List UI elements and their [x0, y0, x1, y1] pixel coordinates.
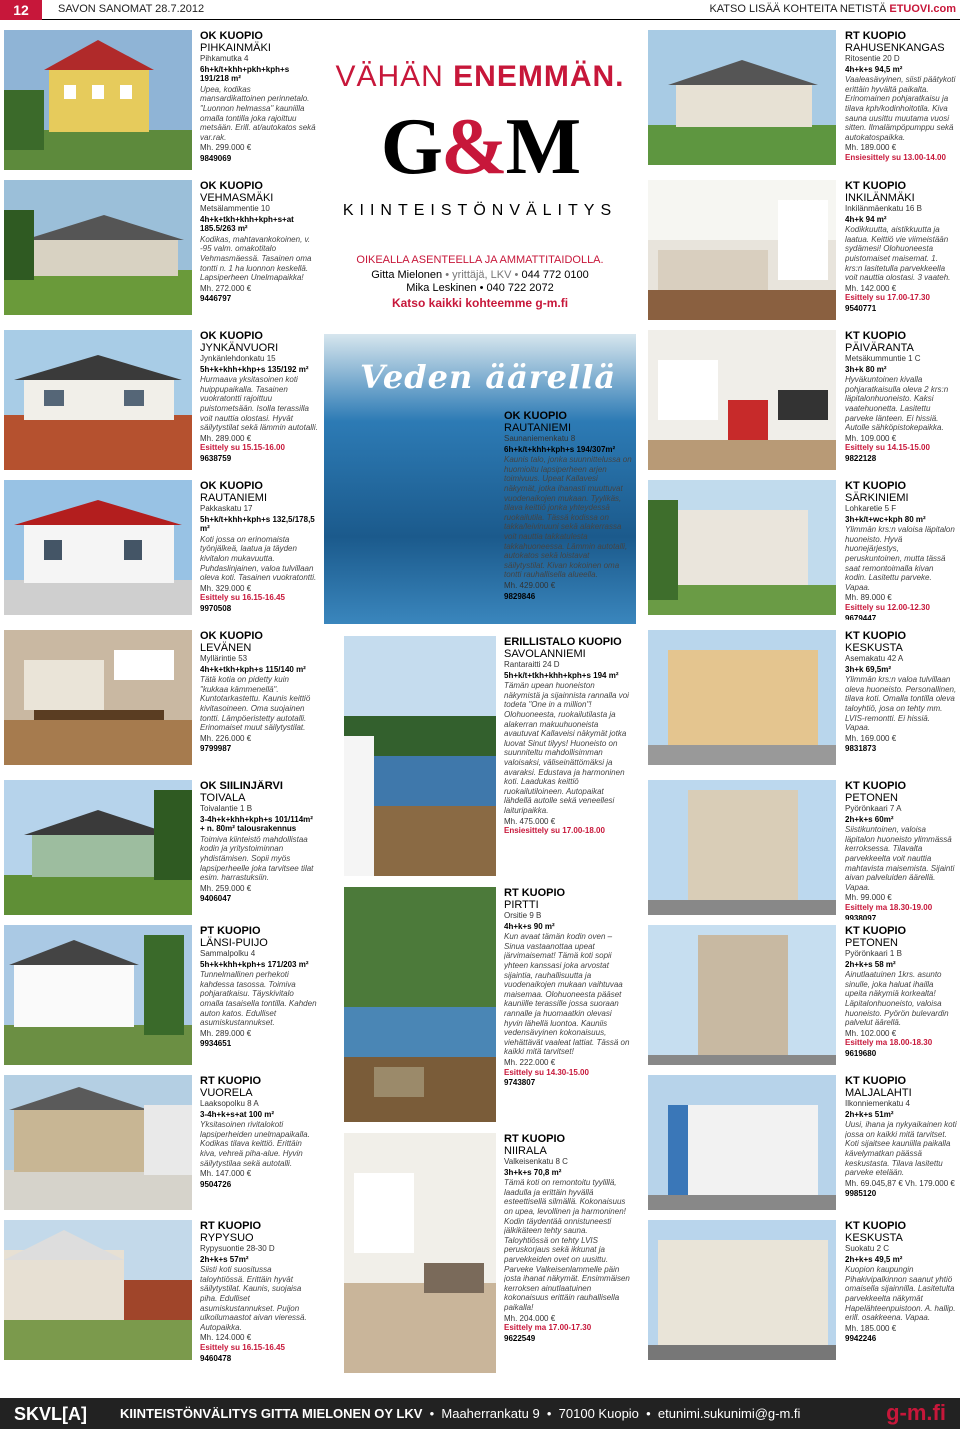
listing-description: Koti jossa on erinomaista työnjälkeä, laatua ja täyden kivitalon mukavuutta. Puhdaslinjainen, valoa tulvillaan oleva koti. Tasainen vuokratontti.: [200, 534, 317, 583]
listing-description: Kodikas, mahtavankokoinen, v. -95 valm. omakotitalo Vehmasmäessä. Tasainen oma tontti n. 1 ha luonnon keskellä. Lapsiperheen Unelmapaikka!: [200, 234, 312, 283]
listing-street: Valkeisenkatu 8 C: [504, 1157, 568, 1166]
photo-savolanniemi: [344, 636, 496, 876]
listing[interactable]: [200, 180, 318, 315]
listing-price: Mh. 142.000 €: [845, 283, 897, 293]
listing-street: Pakkaskatu 17: [200, 504, 253, 513]
listing-code: 9985120: [845, 1189, 877, 1199]
listing-description: Uusi, ihana ja nykyaikainen koti jossa on kaikki mitä tarvitset. Koti sijaitsee kauniilla paikalla kävelymatkan päässä keskustasta. Tilava lasitettu parveke etelään.: [845, 1120, 957, 1178]
listing[interactable]: [200, 30, 318, 170]
listing-area: LEVÄNEN: [200, 642, 252, 654]
listing-street: Pyörönkaari 1 B: [845, 949, 902, 958]
listing-description: Yksitasoinen rivitalokoti lapsiperheiden unelmapaikalla. Kodikas tilava keittiö. Erittäin kiva, vehreä piha-alue. Hyvin säilytystilaa sekä autotalli.: [200, 1120, 310, 1168]
header-right-text: KATSO LISÄÄ KOHTEITA NETISTÄ: [709, 3, 887, 15]
listing-description: Kun avaat tämän kodin oven – Sinua vastaanottaa upeat järvimaisemat! Tämä koti sopii yhteen kanssasi joka arvostat sijaintia, rauhallisuutta ja vuodenaikojen mukaan vaihtuvaa maisemaa. Olohuoneesta pääset kauniille terassille jossa suoraan rannalle ja huomaatkin olevasi hyvin lähellä luontoa. Kauniis vedensävyinen kokonaisuus, viehättävät vaaleat lattiat. Tässä on kaikki mitä tarvitset!: [504, 932, 630, 1057]
listing-code: 9849069: [200, 153, 232, 163]
listing-location: KT KUOPIO: [845, 630, 907, 642]
listing[interactable]: [200, 925, 318, 1065]
listing-area: TOIVALA: [200, 792, 246, 804]
listing-area: RAHUSENKANGAS: [845, 42, 945, 54]
photo-paivaranta: [648, 330, 836, 470]
listing-rooms: 3h+k+s 70,8 m²: [504, 1167, 562, 1177]
ad-slogan: VÄHÄN ENEMMÄN.: [335, 60, 625, 93]
listing-street: Myllärintie 53: [200, 654, 248, 663]
listing[interactable]: [504, 410, 632, 628]
listing-description: Tämän upean huoneiston näkymistä ja sijainnista rannalla voi todeta "One in a million"! Olohuoneesta, ruokailutilasta ja alakerran makuuhuoneista avautuvat Kallaveisi näkymät jotka luovat Sinut tilyys! Huoneisto on suunniteltu mahdollisimman valoisaksi, väliseinättömäksi ja avaraksi. Edustava ja harmoninen koti. Laadukas keittiö ruokailutiloineen. Autopaikat lähdellä autolle sekä veneellesi laituripaikka.: [504, 681, 629, 815]
gm-footer-logo[interactable]: g-m.fi: [886, 1400, 946, 1425]
listing-code: 9934651: [200, 1039, 232, 1049]
listing-description: Vaaleasävyinen, siisti päätykoti erittäin hyvältä paikalta. Erinomainen pohjaratkaisu ja tilava kph/kodinhoitotila. Kiva sauna uusittu muutama vuosi sitten. Ilmalämpöpumppu sekä autokatospaikka.: [845, 75, 956, 142]
listing-location: OK KUOPIO: [200, 180, 263, 192]
listing-code: 9406047: [200, 894, 232, 904]
listing-area: NIIRALA: [504, 1145, 547, 1157]
listing-location: KT KUOPIO: [845, 925, 907, 937]
listing-rooms: 6h+k/t+khh+pkh+kph+s 191/218 m²: [200, 64, 290, 84]
listing-price: Mh. 475.000 €: [504, 816, 556, 826]
listing-showing: Esittely su 16.15-16.45: [200, 593, 285, 603]
listing-street: Laaksopolku 8 A: [200, 1099, 259, 1108]
listing-rooms: 3h+k 80 m²: [845, 364, 887, 374]
listing-description: Ainutlaatuinen 1krs. asunto sinulle, joka haluat ihailla upeita näkymiä korkealta! Läpitalonhuoneisto, valoisa huoneisto. Pyörön bulevardin palvelut äärellä.: [845, 970, 949, 1028]
photo-pihkainmaki: [4, 30, 192, 170]
listing-code: 9831873: [845, 744, 877, 754]
listing-rooms: 5h+k/t+khh+kph+s 132,5/178,5 m²: [200, 514, 315, 534]
listing-price: Mh. 124.000 €: [200, 1333, 252, 1343]
listing-rooms: 3h+k 69,5m²: [845, 664, 892, 674]
listing-price: Mh. 109.000 €: [845, 433, 897, 443]
photo-rautaniemi: [4, 480, 192, 615]
ad-cta-link[interactable]: Katso kaikki kohteemme g-m.fi: [391, 296, 569, 310]
listing-code: 9799987: [200, 744, 232, 754]
listing-showing: Esittely su 17.00-17.30: [845, 293, 930, 303]
listing-description: Kaunis talo, jonka suunnittelussa on huomioitu lapsiperheen arjen toimivuus. Upeat Kallavesi näkymät, jotka ihanasti muuttuvat vuodenaikojen mukaan. Tyylikäs, tilava keittiö jonka yhteydessä ruokailutila. Tässä kodissa on takka/leivinuuni sekä alakerrassa voit nauttia takkatulesta takkahuoneessa. Lämmin autotalli, autokatos sekä loistavat säilytystilat. Kivan kokoinen oma tontti rauhallisella alueella.: [504, 455, 632, 580]
listing-location: OK KUOPIO: [200, 330, 263, 342]
listing-showing: Esittely ma 17.00-17.30: [504, 1323, 592, 1333]
etuovi-link[interactable]: ETUOVI.com: [889, 3, 956, 15]
listing-showing: Esittely su 16.15-16.45: [200, 1342, 285, 1352]
listing-area: INKILÄNMÄKI: [845, 192, 915, 204]
listing-price: Mh. 189.000 €: [845, 143, 897, 153]
listing-showing: Esittely ma 18.30-19.00: [845, 902, 933, 912]
photo-toivala: [4, 780, 192, 915]
skvl-logo: SKVL[A]: [14, 1404, 87, 1424]
listing[interactable]: [845, 925, 957, 1065]
listing-description: Kodikkuutta, aistikkuutta ja laatua. Keittiö vie viimeistään sydämesi! Olohuoneesta puistomaiset maisemat. 1. krs:n lasitetulla parvekkeella voit nauttia olostasi. 3 vaateh.: [845, 225, 951, 283]
listing-location: OK KUOPIO: [200, 630, 263, 642]
listing-area: PETONEN: [845, 792, 898, 804]
listing-code: 9970508: [200, 603, 232, 613]
listing-code: 9622549: [504, 1333, 536, 1343]
listing-rooms: 3-4h+k+khh+kph+s 101/114m² + n. 80m² talousrakennus: [200, 814, 313, 834]
listing-rooms: 4h+k+tkh+khh+kph+s+at 185.5/263 m²: [200, 214, 294, 234]
listing-code: 9743807: [504, 1078, 536, 1088]
listing-area: RYPYSUO: [200, 1232, 254, 1244]
photo-lansi-puijo: [4, 925, 192, 1065]
listing-street: Metsäkummuntie 1 C: [845, 354, 921, 363]
listing-code: 9938097: [845, 913, 877, 920]
listing-description: Siisti koti suositussa taloyhtiössä. Erittäin hyvät säilytystilat. Kaunis, suojaisa piha. Edulliset asumiskustannukset. Puijon ulkoilumaastot aivan vieressä. Autopaikka.: [200, 1265, 307, 1332]
listing-price: Mh. 259.000 €: [200, 883, 252, 893]
listing[interactable]: [845, 1220, 957, 1365]
photo-vuorela: [4, 1075, 192, 1210]
listing-price: Mh. 204.000 €: [504, 1313, 556, 1323]
listing-location: KT KUOPIO: [845, 1075, 907, 1087]
listing-rooms: 2h+k+s 60m²: [845, 814, 894, 824]
listing-price: Mh. 226.000 €: [200, 733, 252, 743]
listing-price: Mh. 289.000 €: [200, 1028, 252, 1038]
listing-street: Jynkänlehdonkatu 15: [200, 354, 276, 363]
photo-keskusta-suokatu: [648, 1220, 836, 1360]
page-number: 12: [0, 0, 42, 20]
photo-vehmasmaki: [4, 180, 192, 315]
listing-street: Suokatu 2 C: [845, 1244, 890, 1253]
listing-street: Pihkamutka 4: [200, 54, 249, 63]
listing-price: Mh. 69.045,87 € Vh. 179.000 €: [845, 1178, 955, 1188]
listing-area: SAVOLANNIEMI: [504, 648, 586, 660]
listing-code: 9619680: [845, 1048, 877, 1058]
listing-location: RT KUOPIO: [200, 1075, 262, 1087]
listing-description: Tunnelmallinen perhekoti kahdessa tasossa. Toimiva pohjaratkaisu. Täyskivitalo omalla tasaisella tontilla. Kahden auton katos. Edulliset asumiskustannukset.: [200, 970, 317, 1028]
listing-street: Metsälammentie 10: [200, 204, 270, 213]
listing-description: Siistikuntoinen, valoisa läpitalon huoneisto ylimmässä kerroksessa. Tilavalta parvekkeelta voit nauttia mahtavista maisemista. Sijainti aivan palveluiden äärellä. Vapaa.: [845, 825, 955, 892]
page-header: [0, 0, 960, 20]
listing-location: KT KUOPIO: [845, 480, 907, 492]
listing-description: Kuopion kaupungin Pihakivipalkinnon saanut yhtiö omaisella sijainnilla. Lasitetulta parvekkeelta näkymät Hapelähteenpuistoon. A. hallip. erill. osakkeena. Vapaa.: [845, 1265, 956, 1323]
listing[interactable]: [200, 1075, 318, 1215]
listing-showing: Ensiesittely su 17.00-18.00: [504, 826, 605, 836]
listing-code: 9460478: [200, 1353, 232, 1363]
listing-rooms: 6h+k/t+khh+kph+s 194/307m²: [504, 444, 616, 454]
listing-area: KESKUSTA: [845, 642, 903, 654]
listing-code: 9942246: [845, 1334, 877, 1344]
listing-code: 9504726: [200, 1179, 232, 1189]
listing[interactable]: [200, 330, 318, 475]
photo-niirala: [344, 1133, 496, 1373]
photo-pirtti: [344, 887, 496, 1122]
listing-street: Sammalpolku 4: [200, 949, 256, 958]
listing-location: KT KUOPIO: [845, 780, 907, 792]
listing[interactable]: [504, 636, 632, 868]
listing-code: 9638759: [200, 453, 232, 463]
listing-showing: Esittely ma 18.00-18.30: [845, 1038, 933, 1048]
photo-rypysuo: [4, 1220, 192, 1360]
listing-rooms: 5h+k+khh+kph+s 171/203 m²: [200, 959, 309, 969]
gm-advertisement: [324, 30, 636, 328]
listing-location: OK KUOPIO: [504, 410, 567, 422]
gm-logo: G&M: [380, 103, 580, 191]
photo-inkilanmaki: [648, 180, 836, 320]
veden-title: Veden äärellä: [360, 358, 617, 396]
listing-price: Mh. 99.000 €: [845, 893, 892, 903]
listing[interactable]: [200, 480, 318, 620]
listing-price: Mh. 289.000 €: [200, 433, 252, 443]
photo-maljalahti: [648, 1075, 836, 1210]
listing-price: Mh. 147.000 €: [200, 1169, 252, 1179]
listing-price: Mh. 89.000 €: [845, 593, 892, 603]
listing-description: Ylimmän krs:n valoisa läpitalon huoneisto. Hyvä huonejärjestys, peruskuntoinen, mutta tässä saat remontoimalla kivan kodin. Lasitettu parveke. Vapaa.: [845, 525, 955, 592]
listing[interactable]: [845, 30, 957, 170]
listing[interactable]: [845, 630, 957, 770]
listing-rooms: 5h+k+khh+khp+s 135/192 m²: [200, 364, 309, 374]
listing-street: Pyörönkaari 7 A: [845, 804, 902, 813]
listing-code: 9829846: [504, 591, 536, 601]
listing[interactable]: [504, 1133, 632, 1378]
listing-code: 9822128: [845, 453, 877, 463]
listing-rooms: 4h+k+tkh+kph+s 115/140 m²: [200, 664, 306, 674]
listing-rooms: 4h+k+s 94,5 m²: [845, 64, 903, 74]
listing-location: OK KUOPIO: [200, 480, 263, 492]
listing-rooms: 5h+k/t+tkh+khh+kph+s 194 m²: [504, 670, 619, 680]
listing[interactable]: [200, 780, 318, 920]
listing-location: RT KUOPIO: [845, 30, 907, 42]
listing-area: RAUTANIEMI: [504, 422, 572, 434]
listing-price: Mh. 429.000 €: [504, 580, 556, 590]
photo-keskusta-asemakatu: [648, 630, 836, 765]
listing-rooms: 2h+k+s 51m²: [845, 1109, 894, 1119]
listing-area: VEHMASMÄKI: [200, 192, 274, 204]
listing-description: Tämä koti on remontoitu tyylillä, laadulla ja erittäin hyvällä esteettisellä silmällä. Kokonaisuus on upea, levollinen ja harmoninen! Kodin täydentää onnistuneesti jälkikäteen tehty sauna. Taloyhtiössä on tehty LVIS peruskorjaus sekä ikkunat ja parvekkeiden ovet on uusittu. Parveke Valkeisenlammelle päin josta ihanat näkymät. Ensimmäisen kerroksen ainutlaatuinen kokonaisuus erittäin rauhallisella paikalla!: [504, 1178, 630, 1312]
listing-area: RAUTANIEMI: [200, 492, 268, 504]
listing-street: Ritosentie 20 D: [845, 54, 900, 63]
listing-area: SÄRKINIEMI: [845, 492, 909, 504]
listing[interactable]: [504, 887, 632, 1125]
listing-street: Lohkaretie 5 F: [845, 504, 897, 513]
listing-showing: Esittely su 14.30-15.00: [504, 1067, 589, 1077]
listing-price: Mh. 102.000 €: [845, 1028, 897, 1038]
listing-street: Ilkonniemenkatu 4: [845, 1099, 910, 1108]
listing-location: ERILLISTALO KUOPIO: [504, 636, 622, 648]
photo-sarkiniemi: [648, 480, 836, 615]
listing-area: PETONEN: [845, 937, 898, 949]
listing[interactable]: [845, 180, 957, 325]
listing-price: Mh. 329.000 €: [200, 583, 252, 593]
listing-area: KESKUSTA: [845, 1232, 903, 1244]
ad-subtitle: KIINTEISTÖNVÄLITYS: [342, 202, 618, 219]
listing-description: Tätä kotia on pidetty kuin "kukkaa kämmenellä". Kuntotarkastettu. Kaunis keittiö kivitasoineen. Oma suojainen tontti. Lämpöeristetty autotalli. Erinomaiset muut säilytystilat.: [200, 675, 311, 733]
listing-area: LÄNSI-PUIJO: [200, 937, 268, 949]
listing[interactable]: [845, 480, 957, 620]
photo-petonen-1b: [648, 925, 836, 1065]
listing-description: Hyväkuntoinen kivalla pohjaratkaisulla oleva 2 krs:n läpitalonhuoneisto. Kaksi vaatehuonetta. Lasitettu parveke länteen. Ei hissiä. Autolle sähköpistokepaikka.: [845, 375, 949, 433]
newspaper-date: SAVON SANOMAT 28.7.2012: [58, 3, 205, 15]
listing-rooms: 4h+k 94 m²: [845, 214, 887, 224]
listing[interactable]: [200, 1220, 318, 1365]
footer-contact: KIINTEISTÖNVÄLITYS GITTA MIELONEN OY LKV • Maaherrankatu 9 • 70100 Kuopio • etunimi.sukunimi@g-m.fi: [120, 1406, 801, 1421]
listing[interactable]: [845, 780, 957, 920]
listing-location: OK SIILINJÄRVI: [200, 780, 283, 792]
listing-street: Saunaniemenkatu 8: [504, 434, 576, 443]
photo-petonen-7a: [648, 780, 836, 915]
listing-rooms: 3-4h+k+s+at 100 m²: [200, 1109, 275, 1119]
ad-contact-2: Mika Leskinen • 040 722 2072: [406, 282, 554, 294]
photo-rahusenkangas: [648, 30, 836, 165]
page-footer: [0, 1398, 960, 1429]
listing-description: Ylimmän krs:n valoa tulvillaan oleva huoneisto. Personallinen, tilava koti. Omalla tontilla oleva taloyhtiö, josa on tehty mm. LVIS-remontti. Ei hissiä. Vapaa.: [845, 675, 957, 733]
listing-street: Rantaraitti 24 D: [504, 660, 560, 669]
listing-area: VUORELA: [200, 1087, 253, 1099]
listing[interactable]: [200, 630, 318, 770]
listing-showing: Esittely su 12.00-12.30: [845, 602, 930, 612]
listing-street: Asemakatu 42 A: [845, 654, 904, 663]
photo-jynkanvuori: [4, 330, 192, 470]
listing-showing: Esittely su 15.15-16.00: [200, 443, 285, 453]
listing-price: Mh. 299.000 €: [200, 143, 252, 153]
listing-price: Mh. 185.000 €: [845, 1323, 897, 1333]
listing-rooms: 4h+k+s 90 m²: [504, 921, 555, 931]
listing-area: JYNKÄNVUORI: [200, 342, 279, 354]
listing-price: Mh. 272.000 €: [200, 283, 252, 293]
listing-location: RT KUOPIO: [200, 1220, 262, 1232]
listing-location: KT KUOPIO: [845, 330, 907, 342]
listing-code: 9540771: [845, 303, 877, 313]
listing-area: PÄIVÄRANTA: [845, 342, 914, 354]
listing-rooms: 2h+k+s 49,5 m²: [845, 1254, 903, 1264]
ad-contact-1: Gitta Mielonen • yrittäjä, LKV • 044 772 0100: [371, 269, 589, 281]
listing-showing: Esittely su 14.15-15.00: [845, 443, 930, 453]
listing-description: Hurmaava yksitasoinen koti huippupaikalla. Tasainen vuokratontti rajoittuu puistometsään. Isolla terassilla voit nauttia olostasi. Hyvät säilytystilat sekä lämmin autotalli.: [200, 375, 318, 433]
listing-street: Toivalantie 1 B: [200, 804, 253, 813]
listing-showing: Ensiesittely su 13.00-14.00: [845, 152, 946, 162]
listing-area: MALJALAHTI: [845, 1087, 912, 1099]
listing-location: RT KUOPIO: [504, 1133, 566, 1145]
listing-street: Inkilänmäenkatu 16 B: [845, 204, 922, 213]
listing-description: Toimiva kiinteistö mahdollistaa kodin ja yritystoiminnan yhdistämisen. Sopii myös lapsiperheelle joka tarvitsee tilat esim. harrastuksiin.: [200, 834, 314, 883]
listing-rooms: 2h+k+s 57m²: [200, 1254, 249, 1264]
listing-street: Orsitie 9 B: [504, 911, 542, 920]
listing-street: Rypysuontie 28-30 D: [200, 1244, 275, 1253]
listing-location: PT KUOPIO: [200, 925, 261, 937]
listing-price: Mh. 222.000 €: [504, 1057, 556, 1067]
listing-code: 9679447: [845, 613, 877, 620]
listing-location: OK KUOPIO: [200, 30, 263, 42]
listing-area: PIHKAINMÄKI: [200, 42, 271, 54]
photo-levanen: [4, 630, 192, 765]
listing-location: RT KUOPIO: [504, 887, 566, 899]
listing-price: Mh. 169.000 €: [845, 733, 897, 743]
listing-rooms: 2h+k+s 58 m²: [845, 959, 896, 969]
listing[interactable]: [845, 330, 957, 470]
listing[interactable]: [845, 1075, 957, 1215]
listing-description: Upea, kodikas mansardikattoinen perinnetalo. "Luonnon helmassa" kauniilla omalla tontilla joka rajoittuu metsään. Erill. at/autokatos sekä var.rak.: [200, 84, 316, 142]
listing-location: KT KUOPIO: [845, 1220, 907, 1232]
listing-rooms: 3h+k/t+wc+kph 80 m²: [845, 514, 926, 524]
header-right: [709, 3, 956, 15]
listing-area: PIRTTI: [504, 899, 539, 911]
ad-tagline: OIKEALLA ASENTEELLA JA AMMATTITAIDOLLA.: [356, 254, 604, 266]
listing-location: KT KUOPIO: [845, 180, 907, 192]
listing-code: 9446797: [200, 294, 232, 304]
